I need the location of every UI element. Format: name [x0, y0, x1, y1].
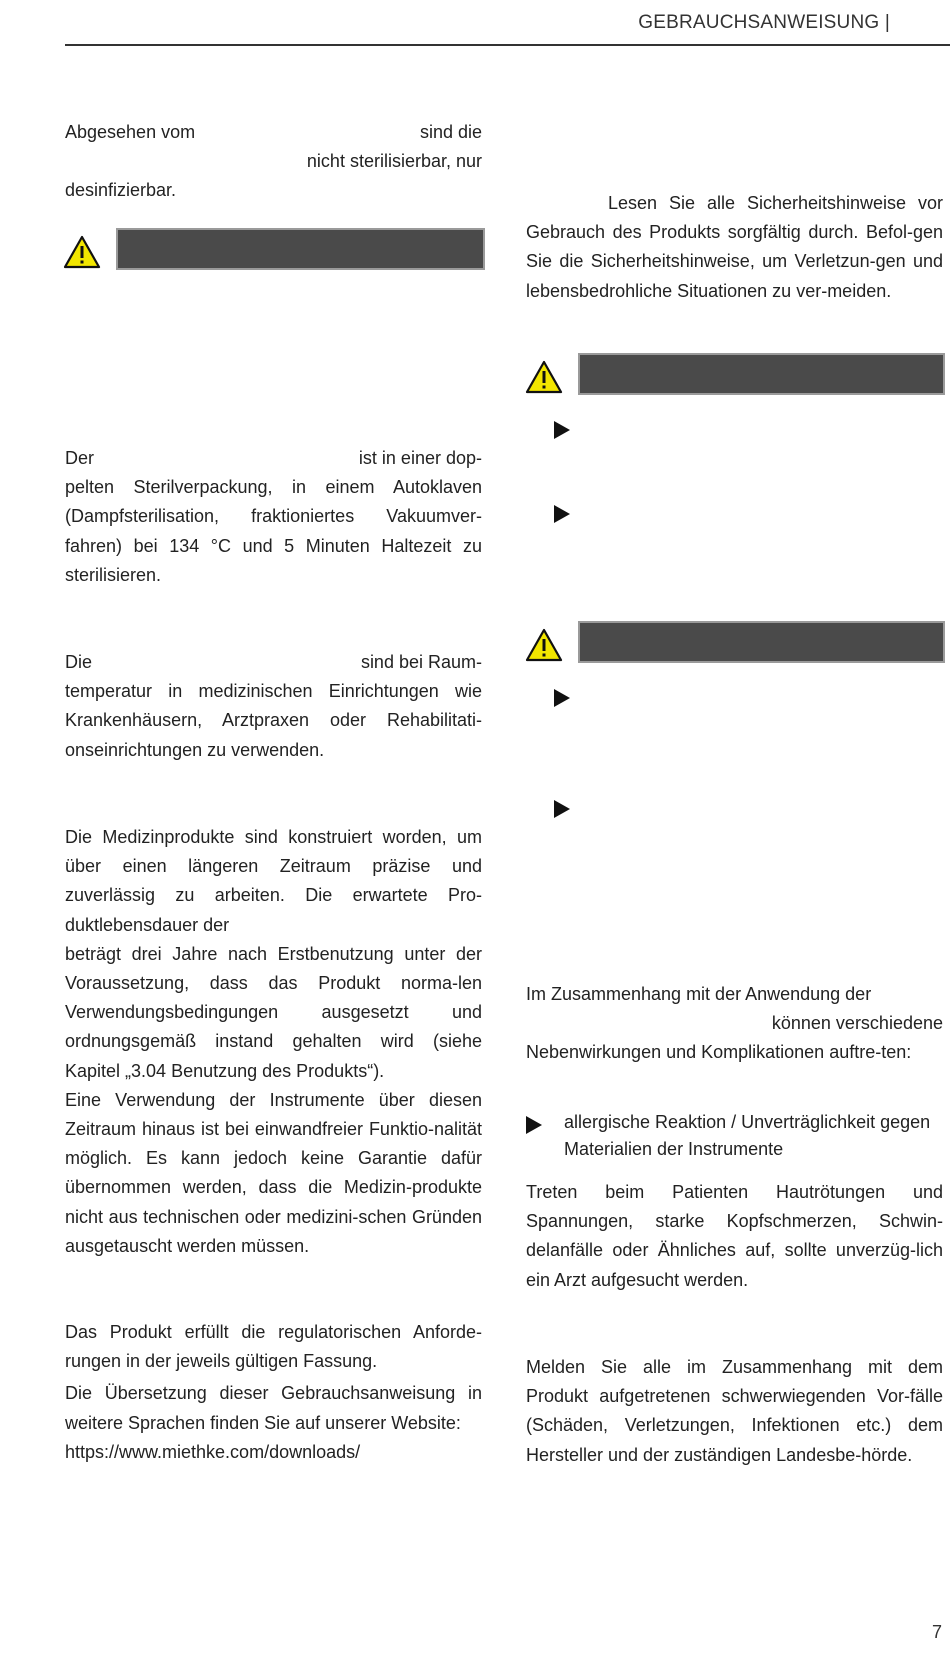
arrow-bullet-icon — [554, 421, 570, 439]
warning-triangle-icon — [525, 628, 563, 662]
text: können verschiedene — [771, 1013, 943, 1034]
warning-header-bar — [578, 353, 945, 395]
text: Eine Verwendung der Instrumente über diesen Zeitraum hinaus ist bei einwandfreier Funktio-nalität möglich. Es kann jedoch keine Garantie dafür übernommen werden, dass die Medizin-produkte nicht aus technischen oder medizini-schen Gründen ausgetauscht werden müssen. — [65, 1089, 482, 1256]
text: sind die — [419, 122, 482, 142]
warning-header-bar — [578, 621, 945, 663]
text: desinfizierbar. — [65, 180, 177, 201]
right-paragraph-1: Lesen Sie alle Sicherheitshinweise vor Gebrauch des Produkts sorgfältig durch. Befol-gen Sie die Sicherheitshinweise, um Verletzun-gen und lebensbedrohliche Situationen zu ver-meiden. — [526, 193, 943, 301]
text: nicht sterilisierbar, nur — [306, 151, 482, 172]
left-paragraph-5 — [65, 1318, 482, 1467]
text: beträgt drei Jahre nach Erstbenutzung unter der Voraussetzung, dass das Produkt norma-len Verwendungsbedingungen ausgesetzt und ordnungsgemäß instand gehalten wird (siehe Kapitel „3.04 Benutzung des Produkts“). — [65, 943, 482, 1081]
page-number: 7 — [931, 1622, 942, 1642]
arrow-bullet-icon — [554, 800, 570, 818]
header-rule — [65, 44, 950, 46]
text: pelten Sterilverpackung, in einem Autoklaven (Dampfsterilisation, fraktioniertes Vakuumver-fahren) bei 134 °C und 5 Minuten Haltezeit zu sterilisieren. — [65, 477, 482, 585]
arrow-bullet-icon — [554, 689, 570, 707]
list-item-text: allergische Reaktion / Unverträglichkeit gegen Materialien der Instrumente — [564, 1112, 931, 1159]
website-link[interactable]: https://www.miethke.com/downloads/ — [65, 1441, 361, 1462]
warning-triangle-icon — [63, 235, 101, 269]
left-paragraph-4 — [65, 823, 482, 1261]
text: Das Produkt erfüllt die regulatorischen Anforde-rungen in der jeweils gültigen Fassung. — [65, 1322, 482, 1372]
right-paragraph-2 — [526, 980, 943, 1068]
right-paragraph-3: Treten beim Patienten Hautrötungen und Spannungen, starke Kopfschmerzen, Schwin-delanfälle oder Ähnliches auf, sollte unverzüg-lich ein Arzt aufgesucht werden. — [526, 1182, 943, 1290]
left-paragraph-1 — [65, 118, 482, 206]
text: Der — [65, 448, 95, 468]
text: sind bei Raum- — [360, 652, 482, 672]
text: Abgesehen vom — [65, 122, 196, 142]
text: Die Medizinprodukte sind konstruiert worden, um über einen längeren Zeitraum präzise und zuverlässig zu arbeiten. Die erwartete Pro-duktlebensdauer der — [65, 827, 482, 935]
text: temperatur in medizinischen Einrichtungen wie Krankenhäusern, Arztpraxen oder Rehabilitati-onseinrichtungen zu verwenden. — [65, 681, 482, 760]
list-item — [526, 1109, 944, 1163]
arrow-bullet-icon — [526, 1116, 542, 1134]
text: Nebenwirkungen und Komplikationen auftre-ten: — [526, 1042, 912, 1063]
header-title: GEBRAUCHSANWEISUNG | — [638, 12, 890, 33]
left-paragraph-3 — [65, 648, 482, 765]
warning-header-bar — [116, 228, 485, 270]
arrow-bullet-icon — [554, 505, 570, 523]
text: Die Übersetzung dieser Gebrauchsanweisung in weitere Sprachen finden Sie auf unserer Website: — [65, 1383, 482, 1433]
text: ist in einer dop- — [358, 448, 482, 468]
text: Die — [65, 652, 93, 672]
left-paragraph-2 — [65, 444, 482, 590]
warning-triangle-icon — [525, 360, 563, 394]
text: Im Zusammenhang mit der Anwendung der — [526, 984, 872, 1004]
right-paragraph-4: Melden Sie alle im Zusammenhang mit dem Produkt aufgetretenen schwerwiegenden Vor-fälle (Schäden, Verletzungen, Infektionen etc.) dem Hersteller und der zuständigen Landesbe-hörde. — [526, 1357, 943, 1465]
